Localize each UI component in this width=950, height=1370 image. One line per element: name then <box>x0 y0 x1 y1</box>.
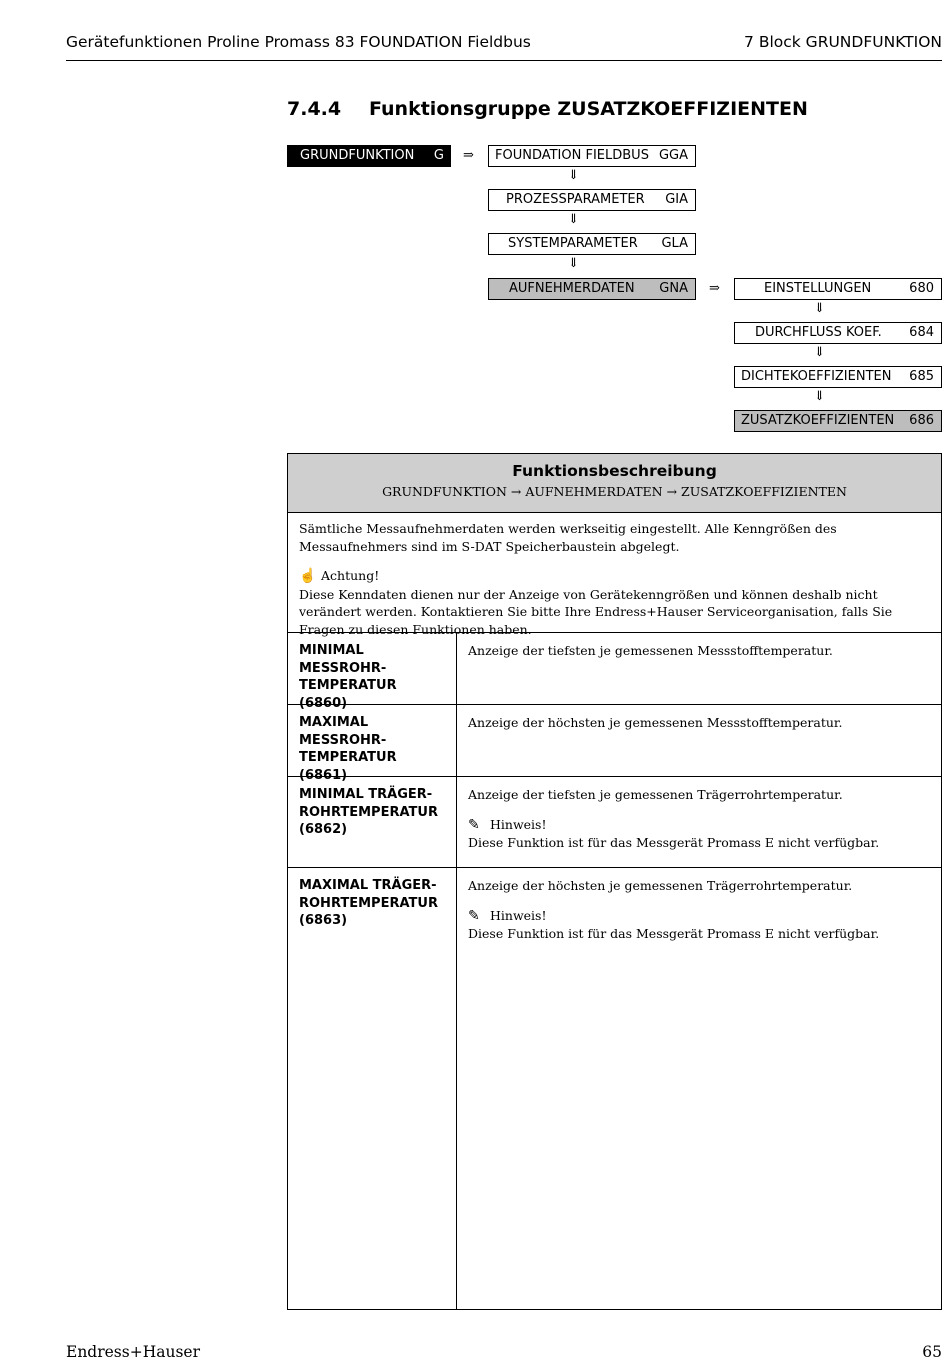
row-divider <box>288 632 941 633</box>
nav-group-foundation-fieldbus <box>488 145 696 167</box>
table-row-6862-name <box>299 786 451 839</box>
arrow-down-icon: ⇓ <box>568 256 579 271</box>
arrow-down-icon: ⇓ <box>814 345 825 360</box>
warning-label: Achtung! <box>321 568 380 583</box>
page-header-chapter: 7 Block GRUNDFUNKTION <box>744 33 942 51</box>
note-heading <box>468 907 933 926</box>
nav-group-label: PROZESSPARAMETER <box>506 192 645 207</box>
nav-block-code: G <box>433 148 444 163</box>
section-number: 7.4.4 <box>287 98 342 120</box>
param-name-line: MAXIMAL TRÄGER- <box>299 878 437 893</box>
param-code: (6860) <box>299 695 348 711</box>
param-name-line: ROHRTEMPERATUR <box>299 804 438 820</box>
nav-function-label: DURCHFLUSS KOEF. <box>755 325 882 340</box>
param-name-line: TEMPERATUR <box>299 678 397 693</box>
nav-function-code: 686 <box>909 413 934 428</box>
page-header-title: Gerätefunktionen Proline Promass 83 FOUNDATION Fieldbus <box>66 33 531 51</box>
nav-group-code: GLA <box>661 236 688 251</box>
arrow-down-icon: ⇓ <box>568 168 579 183</box>
param-description: Anzeige der tiefsten je gemessenen Messstofftemperatur. <box>468 643 833 658</box>
nav-group-code: GIA <box>665 192 688 207</box>
param-code: (6862) <box>299 822 348 837</box>
warning-heading <box>299 567 933 586</box>
table-row-6860-description <box>468 642 933 660</box>
pencil-icon: ✎ <box>468 907 480 924</box>
table-title: Funktionsbeschreibung <box>512 462 717 480</box>
table-intro <box>299 520 933 638</box>
note-heading <box>468 816 933 835</box>
nav-function-einstellungen <box>734 278 942 300</box>
arrow-down-icon: ⇓ <box>814 301 825 316</box>
nav-group-code: GGA <box>658 148 688 163</box>
function-description-table <box>287 453 942 1310</box>
note-text: Diese Funktion ist für das Messgerät Promass E nicht verfügbar. <box>468 926 880 941</box>
hand-icon: ☝ <box>299 568 317 584</box>
nav-group-label: AUFNEHMERDATEN <box>509 281 635 296</box>
nav-function-label: DICHTEKOEFFIZIENTEN <box>741 369 892 384</box>
param-description: Anzeige der tiefsten je gemessenen Trägerrohrtemperatur. <box>468 787 843 802</box>
table-row-6863-name <box>299 877 451 930</box>
nav-function-code: 680 <box>909 281 934 296</box>
param-code: (6861) <box>299 767 348 783</box>
nav-group-prozessparameter <box>488 189 696 211</box>
table-header <box>288 454 941 513</box>
column-divider <box>456 632 457 1309</box>
note-label: Hinweis! <box>490 907 547 923</box>
intro-text: Sämtliche Messaufnehmerdaten werden werkseitig eingestellt. Alle Kenngrößen des Messaufnehmers sind im S-DAT Speicherbaustein abgelegt. <box>299 521 837 554</box>
warning-text: Diese Kenndaten dienen nur der Anzeige von Gerätekenngrößen und können deshalb nicht verändert werden. Kontaktieren Sie bitte Ihre Endress+Hauser Serviceorganisation, falls Sie Fragen zu diesen Funktionen haben. <box>299 586 893 637</box>
nav-block-label: GRUNDFUNKTION <box>300 148 415 163</box>
nav-function-zusatzkoeffizienten <box>734 410 942 432</box>
nav-function-label: EINSTELLUNGEN <box>764 281 872 296</box>
table-row-6863-description <box>468 877 933 943</box>
param-name-line: MAXIMAL MESSROHR- <box>299 715 387 748</box>
table-path: GRUNDFUNKTION → AUFNEHMERDATEN → ZUSATZKOEFFIZIENTEN <box>382 484 847 499</box>
page-number: 65 <box>922 1343 942 1361</box>
table-row-6861-name <box>299 714 451 784</box>
param-description: Anzeige der höchsten je gemessenen Messstofftemperatur. <box>468 715 843 730</box>
param-description: Anzeige der höchsten je gemessenen Trägerrohrtemperatur. <box>468 878 853 893</box>
param-name-line: MINIMAL TRÄGER- <box>299 787 433 802</box>
nav-group-code: GNA <box>659 281 688 296</box>
pencil-icon: ✎ <box>468 816 480 833</box>
param-name-line: ROHRTEMPERATUR <box>299 895 438 911</box>
nav-function-code: 685 <box>909 369 934 384</box>
param-name-line: TEMPERATUR <box>299 750 397 765</box>
table-row-6861-description <box>468 714 933 732</box>
nav-block-grundfunktion <box>287 145 451 167</box>
note-text: Diese Funktion ist für das Messgerät Promass E nicht verfügbar. <box>468 835 880 850</box>
nav-function-label: ZUSATZKOEFFIZIENTEN <box>741 413 895 428</box>
arrow-right-icon: ⇒ <box>709 281 720 296</box>
arrow-down-icon: ⇓ <box>814 389 825 404</box>
note-label: Hinweis! <box>490 816 547 832</box>
header-divider <box>66 60 942 61</box>
nav-group-label: SYSTEMPARAMETER <box>508 236 638 251</box>
param-code: (6863) <box>299 913 348 928</box>
arrow-right-icon: ⇒ <box>463 148 474 163</box>
nav-function-dichtekoeffizienten <box>734 366 942 388</box>
table-row-6862-description <box>468 786 933 852</box>
row-divider <box>288 867 941 868</box>
param-name-line: MINIMAL MESSROHR- <box>299 643 387 676</box>
section-title: Funktionsgruppe ZUSATZKOEFFIZIENTEN <box>369 98 808 120</box>
nav-group-aufnehmerdaten <box>488 278 696 300</box>
nav-group-label: FOUNDATION FIELDBUS <box>495 148 649 163</box>
arrow-down-icon: ⇓ <box>568 212 579 227</box>
table-row-6860-name <box>299 642 451 712</box>
footer-brand: Endress+Hauser <box>66 1343 200 1361</box>
nav-function-code: 684 <box>909 325 934 340</box>
nav-function-durchfluss-koef <box>734 322 942 344</box>
nav-group-systemparameter <box>488 233 696 255</box>
